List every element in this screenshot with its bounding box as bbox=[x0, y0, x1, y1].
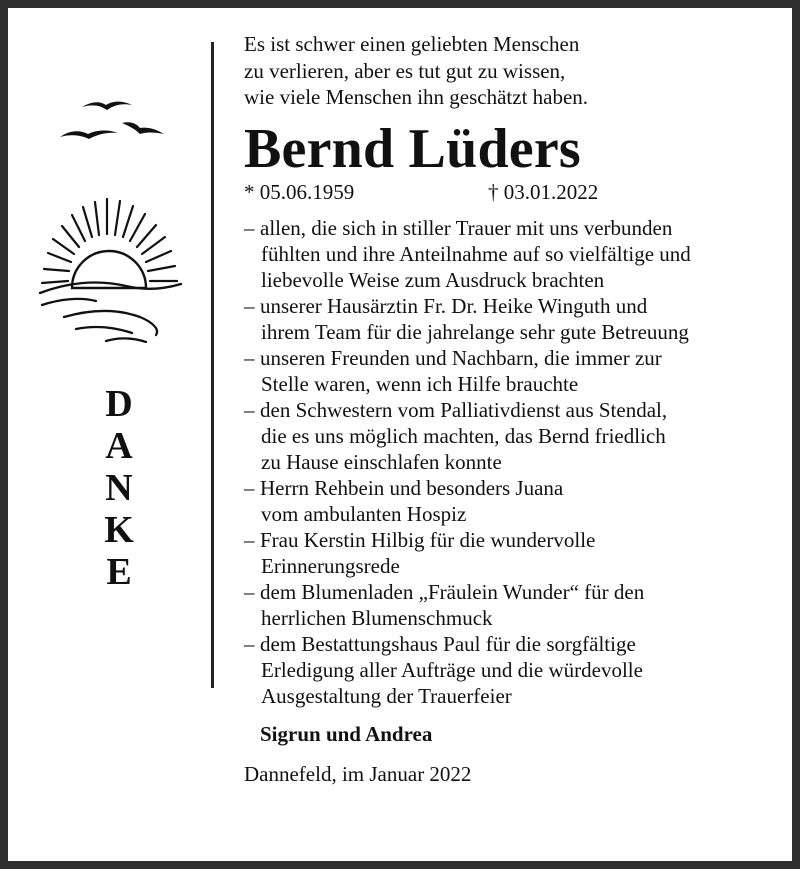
side-title-letter: D bbox=[105, 383, 133, 425]
side-title-letter: E bbox=[106, 551, 132, 593]
dash-marker: – bbox=[244, 397, 255, 422]
thanks-line: dem Blumenladen „Fräulein Wunder“ für den bbox=[260, 579, 645, 604]
thanks-line: den Schwestern vom Palliativdienst aus Stendal, bbox=[260, 397, 668, 422]
thanks-line: herrlichen Blumenschmuck bbox=[261, 605, 493, 630]
life-dates bbox=[244, 179, 784, 205]
dash-marker: – bbox=[244, 579, 255, 604]
vertical-divider bbox=[211, 42, 214, 688]
death-date: † 03.01.2022 bbox=[488, 179, 599, 204]
dash-marker: – bbox=[244, 345, 255, 370]
intro-line: Es ist schwer einen geliebten Menschen bbox=[244, 32, 580, 56]
place-date: Dannefeld, im Januar 2022 bbox=[244, 761, 472, 786]
signoff-names: Sigrun und Andrea bbox=[260, 721, 433, 746]
main-column bbox=[244, 31, 784, 787]
side-title-letter: K bbox=[104, 509, 134, 551]
birds-icon bbox=[60, 102, 164, 139]
thanks-line: Herrn Rehbein und besonders Juana bbox=[260, 475, 564, 500]
left-column bbox=[8, 8, 208, 861]
thanks-list bbox=[244, 215, 784, 709]
dash-marker: – bbox=[244, 475, 255, 500]
thanks-line: unserer Hausärztin Fr. Dr. Heike Winguth und bbox=[260, 293, 648, 318]
side-title-letter: A bbox=[105, 425, 133, 467]
thanks-line: Erledigung aller Aufträge und die würdevolle bbox=[261, 657, 643, 682]
dash-marker: – bbox=[244, 293, 255, 318]
hills-icon bbox=[40, 282, 181, 342]
sunset-birds-emblem bbox=[36, 83, 216, 343]
thanks-line: Erinnerungsrede bbox=[261, 553, 400, 578]
thanks-item bbox=[244, 397, 784, 475]
dash-marker: – bbox=[244, 527, 255, 552]
thanks-line: liebevolle Weise zum Ausdruck brachten bbox=[261, 267, 605, 292]
intro-line: wie viele Menschen ihn geschätzt haben. bbox=[244, 85, 589, 109]
intro-line: zu verlieren, aber es tut gut zu wissen, bbox=[244, 58, 566, 83]
thanks-line: zu Hause einschlafen konnte bbox=[261, 449, 502, 474]
thanks-line: die es uns möglich machten, das Bernd friedlich bbox=[261, 423, 666, 448]
thanks-line: Frau Kerstin Hilbig für die wundervolle bbox=[260, 527, 596, 552]
thanks-line: dem Bestattungshaus Paul für die sorgfältige bbox=[260, 631, 636, 656]
dash-marker: – bbox=[244, 215, 255, 240]
thanks-item bbox=[244, 215, 784, 293]
thanks-line: ihrem Team für die jahrelange sehr gute Betreuung bbox=[261, 319, 689, 344]
birth-date: * 05.06.1959 bbox=[244, 179, 355, 204]
thanks-item bbox=[244, 527, 784, 579]
thanks-line: Stelle waren, wenn ich Hilfe brauchte bbox=[261, 371, 579, 396]
thanks-line: Ausgestaltung der Trauerfeier bbox=[261, 683, 512, 708]
thanks-line: unseren Freunden und Nachbarn, die immer zur bbox=[260, 345, 662, 370]
dash-marker: – bbox=[244, 631, 255, 656]
thanks-item bbox=[244, 293, 784, 345]
side-title-danke bbox=[88, 383, 150, 593]
thanks-line: fühlten und ihre Anteilnahme auf so vielfältige und bbox=[261, 241, 691, 266]
thanks-item bbox=[244, 345, 784, 397]
thanks-item bbox=[244, 475, 784, 527]
thanks-item bbox=[244, 579, 784, 631]
thanks-line: allen, die sich in stiller Trauer mit uns verbunden bbox=[260, 215, 673, 240]
thanks-line: vom ambulanten Hospiz bbox=[261, 501, 467, 526]
thanks-item bbox=[244, 631, 784, 709]
deceased-name: Bernd Lüders bbox=[244, 117, 581, 180]
intro-quote bbox=[244, 31, 784, 111]
side-title-letter: N bbox=[105, 467, 133, 509]
